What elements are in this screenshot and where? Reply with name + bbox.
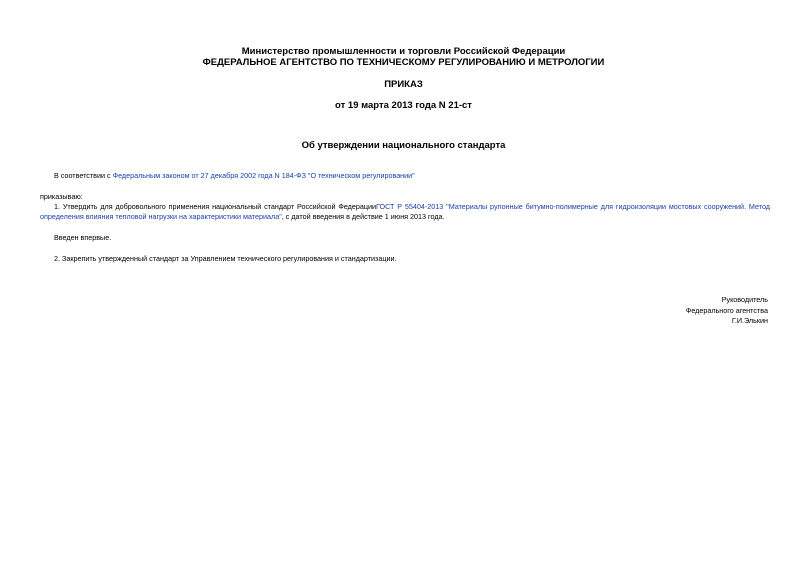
order-word: приказываю:	[40, 192, 83, 201]
intro-prefix: В соответствии с	[54, 171, 113, 180]
item1-suffix: , с датой введения в действие 1 июня 2013 года.	[281, 212, 445, 221]
ministry-title: Министерство промышленности и торговли Российской Федерации	[241, 46, 566, 57]
item1-prefix: 1. Утвердить для добровольного применения национальный стандарт Российской Федерации	[54, 202, 377, 211]
gost-standard-link[interactable]: ГОСТ Р 55404-2013 "Материалы рулонные битумно-полимерные для гидроизоляции мостовых сооружений. Метод определения влияния тепловой нагрузки на характеристики материала"	[40, 202, 770, 221]
doc-subject: Об утверждении национального стандарта	[301, 140, 506, 151]
introduced-first-note: Введен впервые.	[54, 233, 112, 242]
signature-position: Руководитель	[721, 295, 768, 304]
doc-date-number: от 19 марта 2013 года N 21-ст	[335, 100, 472, 111]
signature-agency: Федерального агентства	[685, 306, 768, 315]
doc-type-title: ПРИКАЗ	[384, 79, 423, 90]
item1-paragraph	[40, 202, 770, 222]
signature-name: Г.И.Элькин	[731, 316, 768, 325]
agency-title: ФЕДЕРАЛЬНОЕ АГЕНТСТВО ПО ТЕХНИЧЕСКОМУ РЕГУЛИРОВАНИЮ И МЕТРОЛОГИИ	[202, 57, 605, 68]
intro-paragraph	[54, 171, 415, 181]
federal-law-link[interactable]: Федеральным законом от 27 декабря 2002 года N 184-ФЗ "О техническом регулировании"	[112, 171, 415, 180]
item2-paragraph: 2. Закрепить утвержденный стандарт за Управлением технического регулирования и стандартизации.	[54, 254, 397, 263]
